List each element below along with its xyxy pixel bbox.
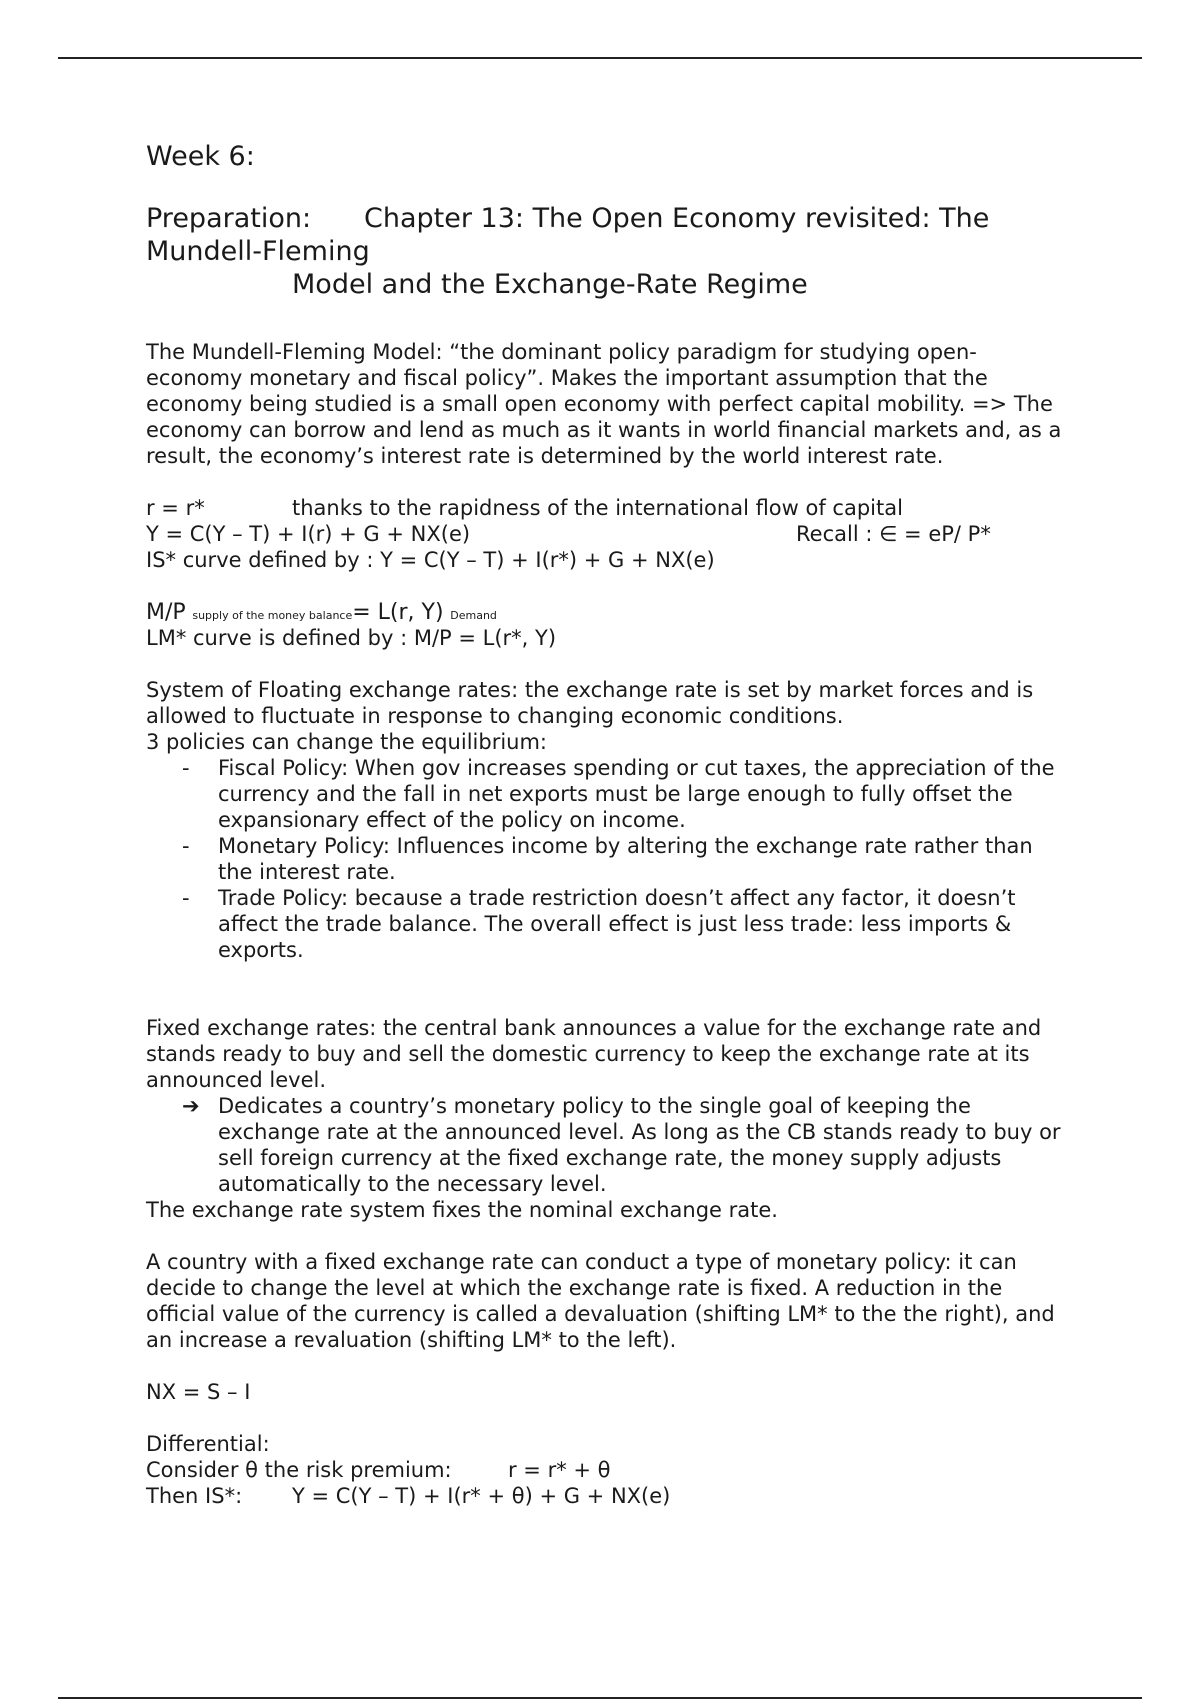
is-curve-definition: IS* curve defined by : Y = C(Y – T) + I(r*) + G + NX(e) xyxy=(146,548,715,572)
y-equation-row xyxy=(146,521,1066,547)
lm-curve-row xyxy=(146,625,1066,651)
recall-note: Recall : ∈ = eP/ P* xyxy=(796,522,991,546)
r-equation-note: thanks to the rapidness of the international flow of capital xyxy=(292,496,903,520)
chapter-title-line1: Chapter 13: The Open Economy revisited: The Mundell-Fleming xyxy=(146,203,990,267)
money-market-row xyxy=(146,599,1066,625)
fixed-arrow-text: Dedicates a country’s monetary policy to the single goal of keeping the exchange rate at the announced level. As long as the CB stands ready to buy or sell foreign currency at the fixed exchange rate, the money supply adjusts automatically to the necessary level. xyxy=(218,1094,1061,1196)
intro-paragraph: The Mundell-Fleming Model: “the dominant policy paradigm for studying open-economy monetary and fiscal policy”. Makes the important assumption that the economy being studied is a small open economy with perfect capital mobility. => The economy can borrow and lend as much as it wants in world financial markets and, as a result, the economy’s interest rate is determined by the world interest rate. xyxy=(146,340,1062,468)
policy-list xyxy=(146,755,1066,963)
fixed-intro: Fixed exchange rates: the central bank announces a value for the exchange rate and stands ready to buy and sell the domestic currency to keep the exchange rate at its announced level. xyxy=(146,1016,1042,1092)
then-is-equation: Y = C(Y – T) + I(r* + θ) + G + NX(e) xyxy=(292,1484,671,1508)
risk-premium-equation: r = r* + θ xyxy=(508,1458,611,1482)
list-item xyxy=(146,755,1066,833)
arrow-right-icon: ➔ xyxy=(182,1094,200,1118)
then-is-label: Then IS*: xyxy=(146,1484,243,1508)
preparation-label: Preparation: xyxy=(146,203,312,234)
trade-policy-text: Trade Policy: because a trade restriction doesn’t affect any factor, it doesn’t affect the trade balance. The overall effect is just less trade: less imports & exports. xyxy=(218,886,1016,962)
then-is-row xyxy=(146,1483,1066,1509)
top-rule xyxy=(58,57,1142,59)
system-note: The exchange rate system fixes the nominal exchange rate. xyxy=(146,1198,778,1222)
devaluation-paragraph: A country with a fixed exchange rate can conduct a type of monetary policy: it can decide to change the level at which the exchange rate is fixed. A reduction in the official value of the currency is called a devaluation (shifting LM* to the the right), and an increase a revaluation (shifting LM* to the left). xyxy=(146,1250,1055,1352)
bottom-rule xyxy=(58,1697,1142,1699)
document-body xyxy=(146,140,1066,1509)
mp-subscript: supply of the money balance xyxy=(192,609,353,622)
list-item xyxy=(146,1093,1066,1197)
week-heading: Week 6: xyxy=(146,141,255,172)
dash-bullet: - xyxy=(182,886,190,910)
differential-label: Differential: xyxy=(146,1432,270,1456)
nx-equation: NX = S – I xyxy=(146,1380,251,1404)
floating-intro: System of Floating exchange rates: the exchange rate is set by market forces and is allowed to fluctuate in response to changing economic conditions. xyxy=(146,678,1034,728)
y-equation: Y = C(Y – T) + I(r) + G + NX(e) xyxy=(146,522,471,546)
is-curve-row xyxy=(146,547,1066,573)
fiscal-policy-text: Fiscal Policy: When gov increases spending or cut taxes, the appreciation of the currency and the fall in net exports must be large enough to fully offset the expansionary effect of the policy on income. xyxy=(218,756,1055,832)
demand-subscript: Demand xyxy=(450,609,497,622)
fixed-arrow-list xyxy=(146,1093,1066,1197)
mp-equation: = L(r, Y) xyxy=(352,600,444,625)
mp-label: M/P xyxy=(146,600,186,625)
chapter-heading xyxy=(146,202,1066,301)
dash-bullet: - xyxy=(182,834,190,858)
risk-premium-row xyxy=(146,1457,1066,1483)
list-item xyxy=(146,833,1066,885)
chapter-title-line2: Model and the Exchange-Rate Regime xyxy=(292,269,808,300)
monetary-policy-text: Monetary Policy: Influences income by altering the exchange rate rather than the interest rate. xyxy=(218,834,1033,884)
list-item xyxy=(146,885,1066,963)
dash-bullet: - xyxy=(182,756,190,780)
r-equation-row xyxy=(146,495,1066,521)
policies-intro: 3 policies can change the equilibrium: xyxy=(146,730,547,754)
consider-text: Consider θ the risk premium: xyxy=(146,1458,452,1482)
r-equation: r = r* xyxy=(146,496,205,520)
lm-curve-definition: LM* curve is defined by : M/P = L(r*, Y) xyxy=(146,626,557,650)
